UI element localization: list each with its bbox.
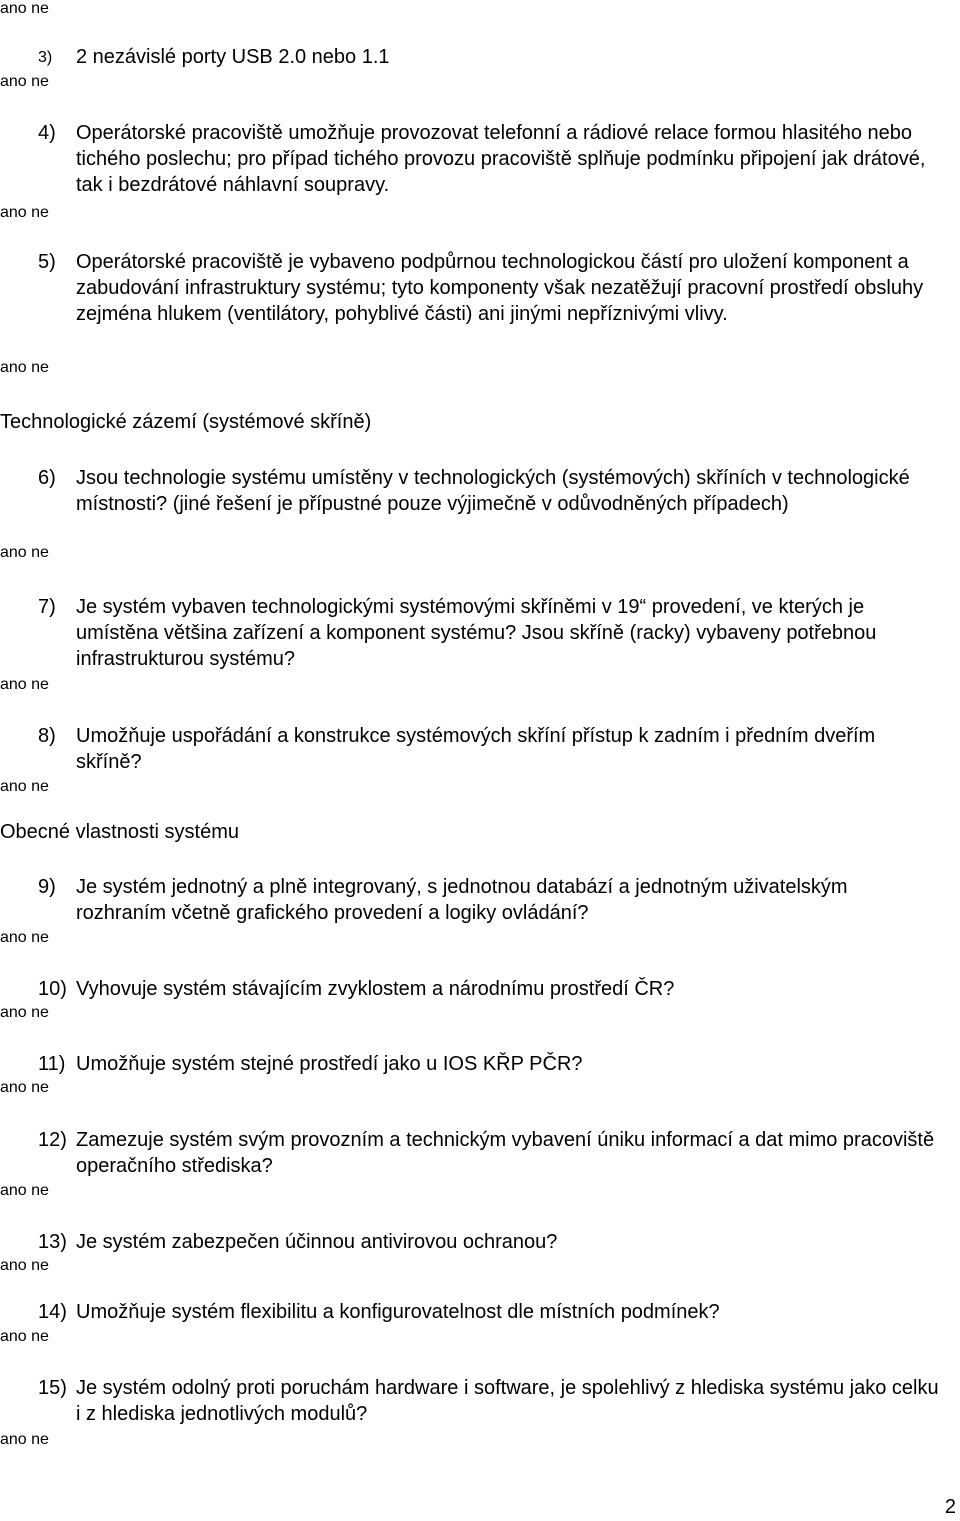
answer-options[interactable]: ano ne [0, 359, 49, 376]
answer-options[interactable]: ano ne [0, 676, 49, 693]
question-number: 3) [38, 49, 53, 66]
question-item [38, 1375, 943, 1427]
question-number: 15) [38, 1377, 67, 1399]
question-number: 4) [38, 122, 56, 144]
question-text: Je systém jednotný a plně integrovaný, s jednotnou databází a jednotným uživatelským rozhraním včetně grafického provedení a logiky ovládání? [76, 876, 848, 924]
question-number: 13) [38, 1231, 67, 1253]
answer-options[interactable]: ano ne [0, 1004, 49, 1021]
question-number: 5) [38, 251, 56, 273]
question-number: 6) [38, 467, 56, 489]
answer-options[interactable]: ano ne [0, 1079, 49, 1096]
question-text: Operátorské pracoviště je vybaveno podpůrnou technologickou částí pro uložení komponent a zabudování infrastruktury systému; tyto komponenty však nezatěžují pracovní prostředí obsluhy zejména hlukem (ventilátory, pohyblivé části) ani jinými nepříznivými vlivy. [76, 251, 924, 325]
question-number: 7) [38, 596, 56, 618]
question-number: 11) [38, 1053, 66, 1075]
question-text: Vyhovuje systém stávajícím zvyklostem a národnímu prostředí ČR? [76, 978, 675, 1000]
answer-options[interactable]: ano ne [0, 1182, 49, 1199]
question-text: Zamezuje systém svým provozním a technickým vybavení úniku informací a dat mimo pracoviště operačního střediska? [76, 1129, 935, 1177]
question-item [38, 465, 943, 517]
question-number: 9) [38, 876, 56, 898]
answer-options[interactable]: ano ne [0, 778, 49, 795]
question-text: Umožňuje systém stejné prostředí jako u IOS KŘP PČR? [76, 1053, 583, 1075]
question-item [38, 1051, 943, 1077]
question-item [38, 249, 943, 327]
answer-options[interactable]: ano ne [0, 1257, 49, 1274]
question-item [38, 1229, 943, 1255]
question-text: 2 nezávislé porty USB 2.0 nebo 1.1 [76, 46, 390, 68]
answer-options[interactable]: ano ne [0, 929, 49, 946]
section-heading: Technologické zázemí (systémové skříně) [0, 411, 372, 433]
answer-options[interactable]: ano ne [0, 1328, 49, 1345]
question-number: 10) [38, 978, 67, 1000]
answer-options[interactable]: ano ne [0, 544, 49, 561]
answer-options[interactable]: ano ne [0, 1431, 49, 1448]
question-item [38, 1299, 943, 1325]
question-text: Je systém vybaven technologickými systémovými skříněmi v 19“ provedení, ve kterých je umístěna většina zařízení a komponent systému? Jsou skříně (racky) vybaveny potřebnou infrastrukturou systému? [76, 596, 877, 670]
question-text: Je systém zabezpečen účinnou antivirovou ochranou? [76, 1231, 558, 1253]
answer-options[interactable]: ano ne [0, 73, 49, 90]
question-item [38, 874, 943, 926]
question-number: 12) [38, 1129, 67, 1151]
question-number: 14) [38, 1301, 67, 1323]
question-item [38, 976, 943, 1002]
question-text: Je systém odolný proti poruchám hardware i software, je spolehlivý z hlediska systému jako celku i z hlediska jednotlivých modulů? [76, 1377, 939, 1425]
answer-options[interactable]: ano ne [0, 0, 49, 17]
question-item [38, 44, 943, 70]
question-item [38, 594, 943, 672]
page-number: 2 [944, 1496, 956, 1518]
question-text: Umožňuje uspořádání a konstrukce systémových skříní přístup k zadním i předním dveřím skříně? [76, 725, 876, 773]
question-text: Umožňuje systém flexibilitu a konfigurovatelnost dle místních podmínek? [76, 1301, 720, 1323]
question-text: Operátorské pracoviště umožňuje provozovat telefonní a rádiové relace formou hlasitého nebo tichého poslechu; pro případ tichého provozu pracoviště splňuje podmínku připojení jak drátové, tak i bezdrátové náhlavní soupravy. [76, 122, 926, 196]
question-text: Jsou technologie systému umístěny v technologických (systémových) skříních v technologické místnosti? (jiné řešení je přípustné pouze výjimečně v odůvodněných případech) [76, 467, 910, 515]
answer-options[interactable]: ano ne [0, 204, 49, 221]
question-item [38, 723, 943, 775]
question-item [38, 1127, 943, 1179]
section-heading: Obecné vlastnosti systému [0, 821, 239, 843]
question-number: 8) [38, 725, 56, 747]
question-item [38, 120, 943, 198]
